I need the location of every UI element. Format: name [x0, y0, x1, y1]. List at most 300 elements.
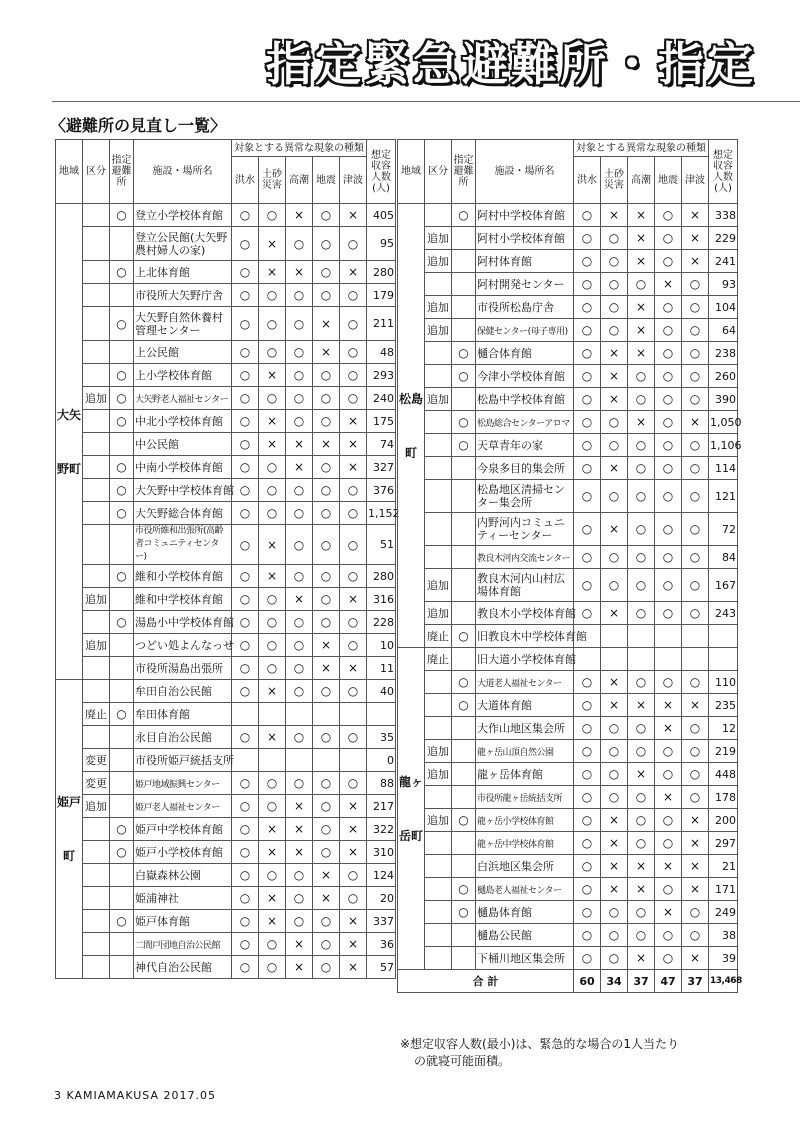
designated-cell [110, 956, 134, 979]
table-row [56, 680, 396, 703]
hazard-mark: ○ [232, 795, 259, 818]
hazard-mark: ○ [574, 319, 601, 342]
hazard-mark: ○ [232, 565, 259, 588]
capacity-value: 93 [709, 273, 738, 296]
kubun-cell: 廃止 [83, 703, 110, 726]
facility-name: 教良木河内山村広場体育館 [476, 569, 574, 602]
hazard-mark: ○ [232, 364, 259, 387]
hazard-mark [286, 703, 313, 726]
hazard-mark [340, 703, 367, 726]
header-designated: 指定避難所 [452, 140, 476, 204]
hazard-mark: ○ [601, 480, 628, 513]
kubun-cell: 追加 [83, 387, 110, 410]
kubun-cell [425, 480, 452, 513]
facility-name: 維和小学校体育館 [134, 565, 232, 588]
kubun-cell [83, 341, 110, 364]
table-row [398, 809, 738, 832]
hazard-mark: ○ [286, 502, 313, 525]
hazard-mark: ○ [601, 901, 628, 924]
hazard-mark: ○ [259, 611, 286, 634]
facility-name: 維和中学校体育館 [134, 588, 232, 611]
table-row [56, 588, 396, 611]
hazard-mark [655, 625, 682, 648]
designated-cell [110, 433, 134, 456]
hazard-mark: × [628, 878, 655, 901]
hazard-mark: × [682, 947, 709, 970]
capacity-value: 405 [367, 204, 396, 227]
hazard-mark: ○ [601, 786, 628, 809]
kubun-cell: 追加 [425, 319, 452, 342]
hazard-mark: × [655, 694, 682, 717]
header-flood: 洪水 [574, 157, 601, 204]
capacity-value: 322 [367, 818, 396, 841]
hazard-mark: ○ [628, 480, 655, 513]
table-row [56, 910, 396, 933]
hazard-mark: × [313, 864, 340, 887]
designated-cell [110, 634, 134, 657]
hazard-mark: × [628, 694, 655, 717]
kubun-cell [83, 261, 110, 284]
designated-cell: ○ [110, 611, 134, 634]
kubun-cell [83, 479, 110, 502]
hazard-mark: × [655, 717, 682, 740]
table-row [56, 502, 396, 525]
total-value: 37 [628, 970, 655, 993]
hazard-mark: × [313, 887, 340, 910]
hazard-mark: × [601, 809, 628, 832]
table-row [56, 565, 396, 588]
hazard-mark: ○ [259, 795, 286, 818]
hazard-mark: ○ [682, 388, 709, 411]
facility-name: 市役所姫戸統括支所 [134, 749, 232, 772]
hazard-mark: ○ [655, 457, 682, 480]
capacity-value: 35 [367, 726, 396, 749]
designated-cell [110, 749, 134, 772]
capacity-value: 280 [367, 565, 396, 588]
hazard-mark: ○ [286, 387, 313, 410]
total-value: 60 [574, 970, 601, 993]
table-row [398, 740, 738, 763]
hazard-mark: ○ [682, 480, 709, 513]
hazard-mark: ○ [682, 740, 709, 763]
capacity-value: 121 [709, 480, 738, 513]
capacity-value: 36 [367, 933, 396, 956]
kubun-cell: 追加 [425, 296, 452, 319]
hazard-mark: ○ [574, 717, 601, 740]
table-row [398, 625, 738, 648]
facility-name: 上北体育館 [134, 261, 232, 284]
capacity-value: 167 [709, 569, 738, 602]
hazard-mark: ○ [313, 818, 340, 841]
designated-cell: ○ [452, 809, 476, 832]
designated-cell [452, 602, 476, 625]
designated-cell: ○ [110, 456, 134, 479]
kubun-cell [425, 901, 452, 924]
table-row [398, 786, 738, 809]
kubun-cell: 追加 [425, 227, 452, 250]
designated-cell: ○ [110, 204, 134, 227]
capacity-value: 316 [367, 588, 396, 611]
hazard-mark: × [601, 457, 628, 480]
facility-name: 松島中学校体育館 [476, 388, 574, 411]
hazard-mark: ○ [574, 411, 601, 434]
hazard-mark: ○ [313, 956, 340, 979]
capacity-value: 110 [709, 671, 738, 694]
hazard-mark: × [601, 204, 628, 227]
hazard-mark: ○ [232, 307, 259, 341]
hazard-mark: ○ [259, 456, 286, 479]
hazard-mark: × [340, 657, 367, 680]
hazard-mark: × [259, 525, 286, 565]
hazard-mark: ○ [574, 480, 601, 513]
hazard-mark: × [340, 588, 367, 611]
kubun-cell [425, 832, 452, 855]
designated-cell: ○ [110, 910, 134, 933]
hazard-mark: ○ [340, 479, 367, 502]
hazard-mark: ○ [259, 772, 286, 795]
capacity-value: 12 [709, 717, 738, 740]
hazard-mark: ○ [682, 319, 709, 342]
region-label: 松島町 [398, 204, 425, 648]
designated-cell [110, 680, 134, 703]
facility-name: 今泉多目的集会所 [476, 457, 574, 480]
capacity-value: 219 [709, 740, 738, 763]
hazard-mark: ○ [313, 795, 340, 818]
facility-name: 大矢野自然休養村管理センター [134, 307, 232, 341]
kubun-cell [83, 565, 110, 588]
hazard-mark: × [682, 878, 709, 901]
table-row [398, 411, 738, 434]
totals-label: 合 計 [398, 970, 574, 993]
hazard-mark: × [340, 910, 367, 933]
kubun-cell [83, 227, 110, 261]
hazard-mark: ○ [286, 227, 313, 261]
designated-cell: ○ [452, 342, 476, 365]
facility-name: 神代自治公民館 [134, 956, 232, 979]
hazard-mark: ○ [655, 809, 682, 832]
kubun-cell [83, 364, 110, 387]
hazard-mark: ○ [232, 227, 259, 261]
table-row [56, 795, 396, 818]
hazard-mark: ○ [286, 910, 313, 933]
hazard-mark: ○ [232, 611, 259, 634]
designated-cell [110, 726, 134, 749]
hazard-mark: ○ [628, 513, 655, 546]
capacity-value: 293 [367, 364, 396, 387]
facility-name: 上公民館 [134, 341, 232, 364]
capacity-value: 48 [367, 341, 396, 364]
facility-name: 今津小学校体育館 [476, 365, 574, 388]
hazard-mark: ○ [628, 832, 655, 855]
table-row [398, 434, 738, 457]
hazard-mark: × [601, 365, 628, 388]
kubun-cell: 廃止 [425, 625, 452, 648]
kubun-cell [83, 611, 110, 634]
capacity-value: 171 [709, 878, 738, 901]
facility-name: 龍ヶ岳中学校体育館 [476, 832, 574, 855]
hazard-mark: ○ [655, 569, 682, 602]
hazard-mark: ○ [232, 634, 259, 657]
capacity-value: 390 [709, 388, 738, 411]
hazard-mark: ○ [682, 296, 709, 319]
facility-name: 天草青年の家 [476, 434, 574, 457]
kubun-cell [425, 204, 452, 227]
designated-cell [110, 887, 134, 910]
capacity-value: 0 [367, 749, 396, 772]
kubun-cell [83, 284, 110, 307]
kubun-cell [83, 933, 110, 956]
hazard-mark: ○ [313, 387, 340, 410]
table-row [398, 546, 738, 569]
hazard-mark: ○ [340, 887, 367, 910]
capacity-value: 241 [709, 250, 738, 273]
hazard-mark: ○ [232, 410, 259, 433]
hazard-mark: ○ [232, 502, 259, 525]
kubun-cell: 変更 [83, 749, 110, 772]
facility-name: 中北小学校体育館 [134, 410, 232, 433]
capacity-value: 114 [709, 457, 738, 480]
hazard-mark: × [259, 818, 286, 841]
table-row [398, 855, 738, 878]
hazard-mark: ○ [601, 717, 628, 740]
hazard-mark: ○ [601, 411, 628, 434]
header-facility: 施設・場所名 [134, 140, 232, 204]
capacity-value: 337 [367, 910, 396, 933]
hazard-mark: × [313, 634, 340, 657]
hazard-mark: × [340, 956, 367, 979]
table-row [56, 227, 396, 261]
header-tsunami: 津波 [682, 157, 709, 204]
shelter-table-right [397, 139, 742, 993]
kubun-cell: 廃止 [425, 648, 452, 671]
facility-name: 永目自治公民館 [134, 726, 232, 749]
table-row [398, 878, 738, 901]
kubun-cell [425, 546, 452, 569]
page-footer: 3 KAMIAMAKUSA 2017.05 [54, 1089, 216, 1102]
capacity-value: 175 [367, 410, 396, 433]
kubun-cell [425, 342, 452, 365]
capacity-value: 310 [367, 841, 396, 864]
hazard-mark: ○ [601, 296, 628, 319]
table-row [56, 387, 396, 410]
facility-name: 中公民館 [134, 433, 232, 456]
table-row [398, 457, 738, 480]
facility-name: 下桶川地区集会所 [476, 947, 574, 970]
hazard-mark: × [601, 388, 628, 411]
hazard-mark: ○ [232, 456, 259, 479]
hazard-mark: × [601, 671, 628, 694]
hazard-mark [682, 625, 709, 648]
header-capacity: 想定収容人数(人) [367, 140, 396, 204]
capacity-value: 64 [709, 319, 738, 342]
facility-name: 姫戸小学校体育館 [134, 841, 232, 864]
designated-cell: ○ [452, 365, 476, 388]
hazard-mark: ○ [574, 457, 601, 480]
hazard-mark: × [340, 795, 367, 818]
hazard-mark: ○ [682, 786, 709, 809]
designated-cell [110, 341, 134, 364]
hazard-mark: ○ [574, 602, 601, 625]
hazard-mark: ○ [574, 365, 601, 388]
designated-cell [452, 740, 476, 763]
totals-row [398, 970, 738, 993]
facility-name: 中南小学校体育館 [134, 456, 232, 479]
hazard-mark: ○ [628, 786, 655, 809]
facility-name: 阿村小学校体育館 [476, 227, 574, 250]
total-value: 34 [601, 970, 628, 993]
hazard-mark: × [259, 433, 286, 456]
capacity-value [367, 703, 396, 726]
table-row [56, 818, 396, 841]
kubun-cell [83, 680, 110, 703]
header-flood: 洪水 [232, 157, 259, 204]
designated-cell [110, 657, 134, 680]
designated-cell: ○ [110, 502, 134, 525]
hazard-mark: ○ [655, 411, 682, 434]
hazard-mark: ○ [232, 479, 259, 502]
kubun-cell [83, 525, 110, 565]
header-landslide: 土砂災害 [601, 157, 628, 204]
hazard-mark: ○ [259, 956, 286, 979]
capacity-value: 88 [367, 772, 396, 795]
table-row [398, 342, 738, 365]
hazard-mark: ○ [232, 525, 259, 565]
table-row [56, 634, 396, 657]
hazard-mark: ○ [682, 434, 709, 457]
hazard-mark: ○ [232, 726, 259, 749]
hazard-mark: ○ [628, 388, 655, 411]
designated-cell: ○ [452, 204, 476, 227]
facility-name: 牟田自治公民館 [134, 680, 232, 703]
kubun-cell [425, 411, 452, 434]
facility-name: 市役所松島庁舎 [476, 296, 574, 319]
hazard-mark: ○ [232, 588, 259, 611]
capacity-value: 84 [709, 546, 738, 569]
kubun-cell: 追加 [425, 740, 452, 763]
kubun-cell: 追加 [425, 388, 452, 411]
hazard-mark: ○ [574, 878, 601, 901]
hazard-mark: × [655, 855, 682, 878]
hazard-mark [340, 749, 367, 772]
facility-name: 姫戸老人福祉センター [134, 795, 232, 818]
hazard-mark: × [286, 841, 313, 864]
region-label: 姫戸町 [56, 680, 83, 979]
facility-name: 龍ヶ岳体育館 [476, 763, 574, 786]
hazard-mark: ○ [628, 365, 655, 388]
header-storm-surge: 高潮 [286, 157, 313, 204]
table-row [398, 250, 738, 273]
designated-cell: ○ [110, 841, 134, 864]
hazard-mark: × [286, 795, 313, 818]
hazard-mark: ○ [340, 387, 367, 410]
hazard-mark: ○ [574, 273, 601, 296]
kubun-cell [83, 456, 110, 479]
hazard-mark: ○ [259, 588, 286, 611]
facility-name: 牟田体育館 [134, 703, 232, 726]
hazard-mark: ○ [340, 772, 367, 795]
hazard-mark: ○ [232, 910, 259, 933]
facility-name: 教良木小学校体育館 [476, 602, 574, 625]
facility-name: 市役所湯島出張所 [134, 657, 232, 680]
facility-name: 樋合体育館 [476, 342, 574, 365]
hazard-mark: ○ [340, 284, 367, 307]
hazard-mark: ○ [286, 657, 313, 680]
hazard-mark: ○ [259, 634, 286, 657]
facility-name: 市役所維和出張所(高齢者コミュニティセンター) [134, 525, 232, 565]
designated-cell: ○ [452, 694, 476, 717]
header-storm-surge: 高潮 [628, 157, 655, 204]
hazard-mark: ○ [655, 250, 682, 273]
hazard-mark: × [286, 456, 313, 479]
designated-cell: ○ [110, 387, 134, 410]
hazard-mark: ○ [655, 924, 682, 947]
hazard-mark: ○ [286, 680, 313, 703]
table-row [398, 832, 738, 855]
facility-name: 湯島小中学校体育館 [134, 611, 232, 634]
hazard-mark: ○ [628, 546, 655, 569]
kubun-cell [425, 717, 452, 740]
kubun-cell: 追加 [425, 809, 452, 832]
hazard-mark: ○ [286, 887, 313, 910]
capacity-value [709, 648, 738, 671]
hazard-mark [286, 749, 313, 772]
hazard-mark: ○ [286, 611, 313, 634]
hazard-mark [628, 648, 655, 671]
hazard-mark: ○ [682, 342, 709, 365]
table-row [56, 726, 396, 749]
hazard-mark: ○ [628, 569, 655, 602]
hazard-mark: ○ [655, 480, 682, 513]
designated-cell: ○ [110, 261, 134, 284]
table-row [56, 364, 396, 387]
hazard-mark: ○ [574, 569, 601, 602]
hazard-mark: ○ [286, 565, 313, 588]
title-rule [52, 101, 800, 102]
hazard-mark: ○ [601, 434, 628, 457]
hazard-mark: ○ [232, 864, 259, 887]
kubun-cell [425, 694, 452, 717]
hazard-mark: × [682, 832, 709, 855]
hazard-mark: ○ [259, 204, 286, 227]
hazard-mark: ○ [682, 273, 709, 296]
table-row [56, 611, 396, 634]
hazard-mark: ○ [655, 319, 682, 342]
table-row [398, 204, 738, 227]
hazard-mark: × [682, 855, 709, 878]
hazard-mark: ○ [655, 365, 682, 388]
capacity-value: 1,106 [709, 434, 738, 457]
hazard-mark: ○ [682, 365, 709, 388]
designated-cell [452, 273, 476, 296]
designated-cell [452, 924, 476, 947]
hazard-mark: × [313, 341, 340, 364]
capacity-value: 327 [367, 456, 396, 479]
hazard-mark: × [286, 433, 313, 456]
hazard-mark: ○ [259, 864, 286, 887]
hazard-mark: ○ [655, 878, 682, 901]
table-row [398, 513, 738, 546]
hazard-mark: ○ [574, 546, 601, 569]
capacity-value: 124 [367, 864, 396, 887]
hazard-mark: ○ [313, 204, 340, 227]
hazard-mark: × [340, 204, 367, 227]
hazard-mark: ○ [574, 786, 601, 809]
hazard-mark: ○ [259, 933, 286, 956]
hazard-mark: ○ [232, 841, 259, 864]
capacity-value: 211 [367, 307, 396, 341]
hazard-mark: ○ [655, 513, 682, 546]
hazard-mark: ○ [655, 832, 682, 855]
